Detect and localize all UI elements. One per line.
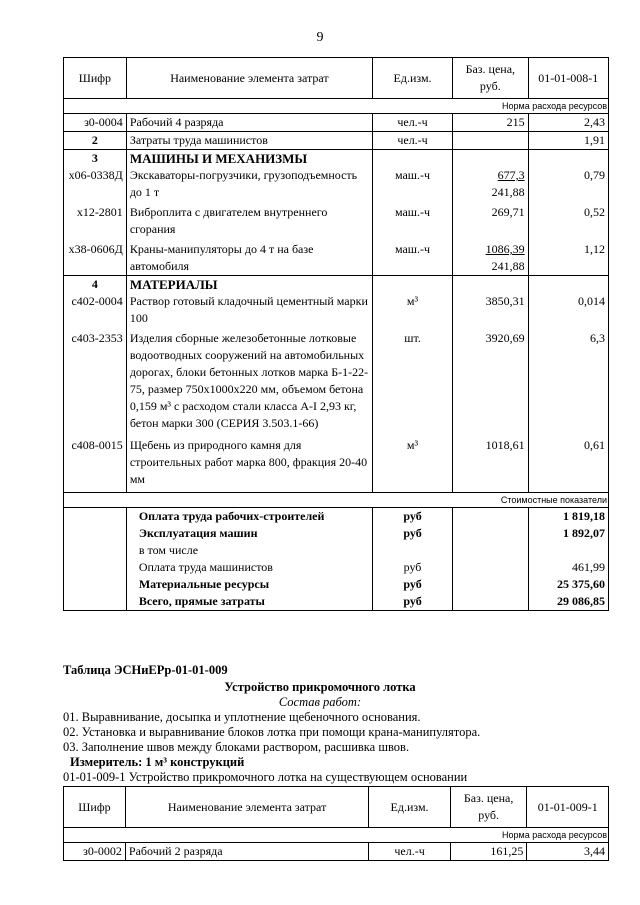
- row-name: Изделия сборные железобетонные лотковые водоотводных сооружений на автомобильных дорогах, блоки бетонных лотков марка Б-1-22-75, размер 750x1000x220 мм, объемом бетона 0,159 м³ с расходом стали класса A-I 2,93 кг, бетон марки 300 (СЕРИЯ 3.503.1-66): [126, 327, 372, 432]
- work-step: 02. Установка и выравнивание блоков лотка при помощи крана-манипулятора.: [63, 725, 481, 739]
- norm-label: Норма расхода ресурсов: [64, 828, 609, 843]
- work-step: 01. Выравнивание, досыпка и уплотнение щебеночного основания.: [63, 710, 421, 724]
- header-ref: 01-01-009-1: [527, 787, 609, 828]
- header-unit: Ед.изм.: [369, 787, 451, 828]
- table-row: [64, 167, 609, 201]
- header-name: Наименование элемента затрат: [126, 58, 372, 99]
- row-unit: м³: [373, 432, 453, 493]
- row-norm: 2,43: [528, 114, 608, 132]
- row-name: Затраты труда машинистов: [126, 132, 372, 150]
- page-number: 9: [316, 30, 324, 45]
- measure-unit: Измеритель: 1 м³ конструкций: [70, 755, 245, 769]
- row-price: 3920,69: [453, 327, 529, 432]
- row-price: [453, 132, 529, 150]
- row-unit: шт.: [373, 327, 453, 432]
- table-row: [64, 327, 609, 432]
- section-number: 4: [64, 276, 127, 294]
- row-norm: 1,12: [528, 238, 608, 276]
- resource-table-1: [63, 57, 609, 611]
- section-title: МАТЕРИАЛЫ: [126, 276, 372, 294]
- cost-row: [64, 576, 609, 593]
- cost-name: Эксплуатация машин: [126, 525, 372, 542]
- cost-row: [64, 542, 609, 559]
- row-price: 1018,61: [453, 432, 529, 493]
- table-row: [64, 114, 609, 132]
- cost-name: Всего, прямые затраты: [126, 593, 372, 611]
- header-price: Баз. цена, руб.: [450, 787, 527, 828]
- header-price: Баз. цена, руб.: [453, 58, 529, 99]
- cost-unit: руб: [373, 593, 453, 611]
- table-row: [64, 293, 609, 327]
- row-code: с403-2353: [64, 327, 127, 432]
- table-title: Таблица ЭСНиЕРр-01-01-009: [63, 663, 228, 677]
- table-row: [64, 432, 609, 493]
- row-price: 677,3: [497, 168, 525, 182]
- row-name: Щебень из природного камня для строительных работ марка 800, фракция 20-40 мм: [126, 432, 372, 493]
- cost-unit: руб: [373, 508, 453, 526]
- row-unit: чел.-ч: [373, 132, 453, 150]
- header-unit: Ед.изм.: [373, 58, 453, 99]
- header-code: Шифр: [64, 58, 127, 99]
- row-price: 161,25: [450, 843, 527, 861]
- row-code: х06-0338Д: [64, 167, 127, 201]
- cost-row: [64, 593, 609, 611]
- cost-value: 461,99: [528, 559, 608, 576]
- row-norm: 3,44: [527, 843, 609, 861]
- row-code: с402-0004: [64, 293, 127, 327]
- cost-row: [64, 525, 609, 542]
- row-norm: 0,61: [528, 432, 608, 493]
- row-norm: 0,52: [528, 201, 608, 238]
- table-row: [64, 843, 609, 861]
- row-name: Рабочий 4 разряда: [126, 114, 372, 132]
- cost-name: Материальные ресурсы: [126, 576, 372, 593]
- table-row: [64, 201, 609, 238]
- row-code: 2: [64, 132, 127, 150]
- row-name: Краны-манипуляторы до 4 т на базе автомобиля: [126, 238, 372, 276]
- row-norm: 1,91: [528, 132, 608, 150]
- cost-value: 1 819,18: [528, 508, 608, 526]
- row-price-secondary: 241,88: [491, 185, 525, 199]
- row-price: 215: [453, 114, 529, 132]
- row-name: Раствор готовый кладочный цементный марки 100: [126, 293, 372, 327]
- row-code: з0-0002: [64, 843, 126, 861]
- row-unit: маш.-ч: [373, 167, 453, 201]
- header-ref: 01-01-008-1: [528, 58, 608, 99]
- section-number: 3: [64, 150, 127, 168]
- cost-row: [64, 559, 609, 576]
- section-title: МАШИНЫ И МЕХАНИЗМЫ: [126, 150, 372, 168]
- row-unit: маш.-ч: [373, 238, 453, 276]
- work-step: 03. Заполнение швов между блоками раствором, расшивка швов.: [63, 740, 410, 754]
- cost-value: 29 086,85: [528, 593, 608, 611]
- row-unit: чел.-ч: [373, 114, 453, 132]
- row-norm: 0,79: [528, 167, 608, 201]
- composition-label: Состав работ:: [278, 695, 362, 709]
- cost-unit: руб: [373, 525, 453, 542]
- header-code: Шифр: [64, 787, 126, 828]
- row-price: 1086,39: [485, 242, 525, 256]
- cost-name: Оплата труда рабочих-строителей: [126, 508, 372, 526]
- resource-table-2: [63, 786, 609, 861]
- row-code: х12-2801: [64, 201, 127, 238]
- row-name: Виброплита с двигателем внутреннего сгорания: [126, 201, 372, 238]
- row-price-secondary: 241,88: [491, 259, 525, 273]
- row-code: с408-0015: [64, 432, 127, 493]
- row-norm: 6,3: [528, 327, 608, 432]
- table-row: [64, 132, 609, 150]
- header-name: Наименование элемента затрат: [125, 787, 368, 828]
- cost-unit: руб: [373, 576, 453, 593]
- row-name: Рабочий 2 разряда: [125, 843, 368, 861]
- row-unit: чел.-ч: [369, 843, 451, 861]
- cost-row: [64, 508, 609, 526]
- item-description: 01-01-009-1 Устройство прикромочного лотка на существующем основании: [63, 770, 468, 784]
- cost-unit: руб: [373, 559, 453, 576]
- row-price: 3850,31: [453, 293, 529, 327]
- row-code: х38-0606Д: [64, 238, 127, 276]
- row-norm: 0,014: [528, 293, 608, 327]
- cost-label: Стоимостные показатели: [64, 493, 609, 508]
- row-name: Экскаваторы-погрузчики, грузоподъемность до 1 т: [126, 167, 372, 201]
- row-unit: маш.-ч: [373, 201, 453, 238]
- row-unit: м³: [373, 293, 453, 327]
- row-price: 269,71: [453, 201, 529, 238]
- cost-value: 25 375,60: [528, 576, 608, 593]
- cost-value: 1 892,07: [528, 525, 608, 542]
- table-row: [64, 238, 609, 276]
- norm-label: Норма расхода ресурсов: [64, 99, 609, 114]
- table-row: [64, 276, 609, 294]
- row-code: з0-0004: [64, 114, 127, 132]
- cost-name: Оплата труда машинистов: [126, 559, 372, 576]
- cost-name: в том числе: [126, 542, 372, 559]
- table-row: [64, 150, 609, 168]
- section-heading: Устройство прикромочного лотка: [224, 680, 416, 694]
